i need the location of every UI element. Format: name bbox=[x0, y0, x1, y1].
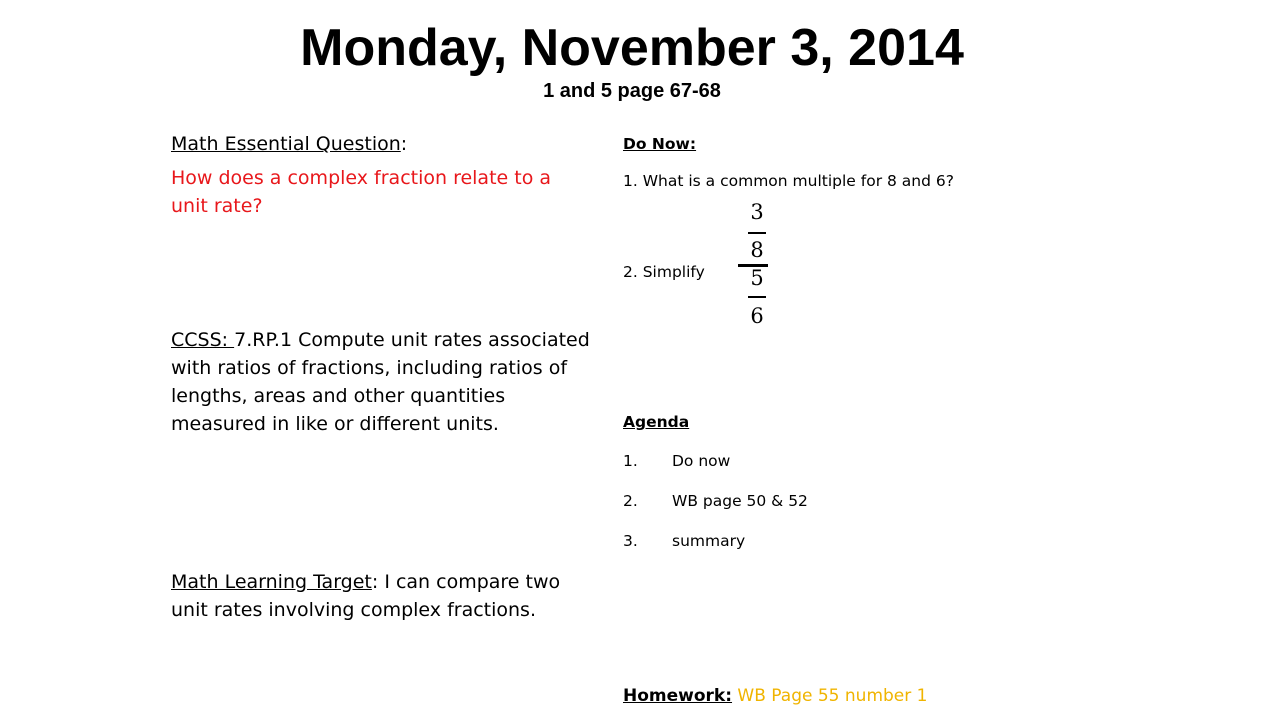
agenda-item bbox=[623, 531, 745, 551]
agenda-item-number: 3. bbox=[623, 532, 638, 550]
homework-label: Homework: bbox=[623, 686, 733, 706]
learning-target-colon: : bbox=[371, 571, 379, 593]
agenda-item-number: 1. bbox=[623, 452, 638, 470]
page-title: Monday, November 3, 2014 bbox=[300, 19, 964, 77]
fraction-bottom-numerator: 5 bbox=[750, 266, 764, 290]
do-now-question-2: 2. Simplify bbox=[623, 263, 705, 281]
homework-text: WB Page 55 number 1 bbox=[732, 686, 928, 706]
learning-target-label: Math Learning Target bbox=[171, 571, 372, 593]
essential-question-block bbox=[171, 130, 591, 220]
ccss-text: 7.RP.1 Compute unit rates associated with ratios of fractions, including ratios of lengths, areas and other quantities measured in like or different units. bbox=[171, 329, 590, 435]
do-now-question-1: 1. What is a common multiple for 8 and 6? bbox=[623, 172, 954, 190]
complex-fraction bbox=[738, 200, 776, 334]
agenda-item bbox=[623, 491, 808, 511]
fraction-bottom-denominator: 6 bbox=[750, 304, 764, 328]
agenda-item-text: WB page 50 & 52 bbox=[672, 492, 808, 510]
do-now-heading: Do Now: bbox=[623, 135, 697, 153]
fraction-top-denominator: 8 bbox=[750, 238, 764, 262]
fraction-bottom-bar bbox=[748, 296, 766, 298]
agenda-item-number: 2. bbox=[623, 492, 638, 510]
ccss-label: CCSS: bbox=[171, 329, 235, 351]
agenda-item bbox=[623, 451, 730, 471]
homework-line bbox=[623, 686, 927, 706]
agenda-item-text: Do now bbox=[672, 452, 731, 470]
essential-question-label: Math Essential Question bbox=[171, 133, 401, 155]
agenda-heading: Agenda bbox=[623, 413, 690, 431]
essential-question-text: How does a complex fraction relate to a unit rate? bbox=[171, 167, 552, 217]
essential-question-heading bbox=[171, 130, 591, 158]
fraction-top-numerator: 3 bbox=[750, 200, 764, 224]
learning-target-text: I can compare two unit rates involving complex fractions. bbox=[171, 571, 561, 621]
fraction-top-bar bbox=[748, 232, 766, 234]
agenda-item-text: summary bbox=[672, 532, 746, 550]
essential-question-colon: : bbox=[400, 133, 408, 155]
page-subtitle: 1 and 5 page 67-68 bbox=[543, 80, 721, 102]
learning-target-block bbox=[171, 568, 591, 624]
ccss-block bbox=[171, 326, 591, 438]
